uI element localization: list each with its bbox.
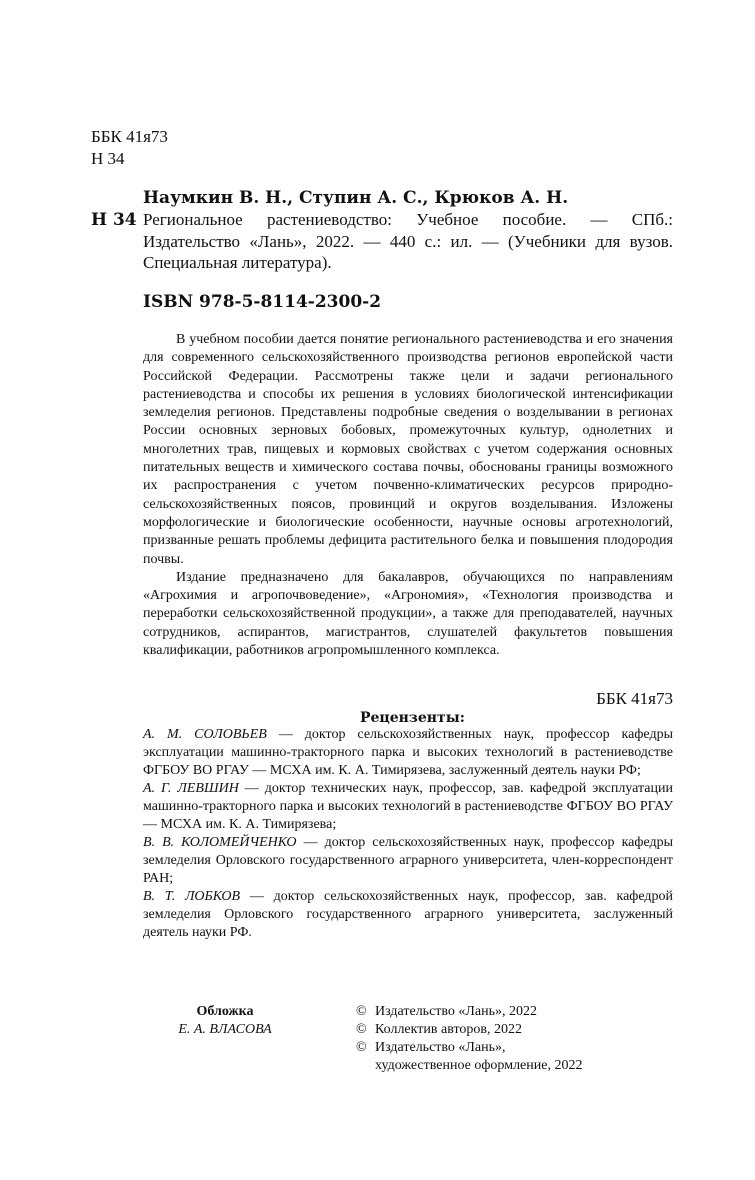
authors-line: Наумкин В. Н., Ступин А. С., Крюков А. Н. bbox=[143, 188, 569, 208]
isbn: ISBN 978-5-8114-2300-2 bbox=[143, 292, 382, 312]
copyright-symbol: © bbox=[356, 1040, 367, 1055]
abstract-paragraph: В учебном пособии дается понятие регионального растениеводства и его значения для современного сельскохозяйственного производства регионов европейской части Российской Федерации. Рассмотрены также цели и задачи регионального растениеводства и способы их решения в условиях биологической интенсификации земледелия регионов. Представлены подробные сведения о возделывании в регионах России основных зерновых бобовых, промежуточных культур, однолетних и многолетних трав, пищевых и кормовых свойствах с учетом содержания основных питательных веществ и химического состава почвы, обоснованы границы возможного их распространения с учетом почвенно-климатических ресурсов природно-сельскохозяйственных поясов, провинций и округов возделывания. Изложены морфологические и биологические особенности, научные основы агротехнологий, призванные решать проблемы дефицита растительного белка и повышения плодородия почвы. bbox=[143, 332, 673, 567]
bbk-code: ББК 41я73 bbox=[91, 127, 168, 146]
cover-designer: Е. А. ВЛАСОВА bbox=[178, 1022, 272, 1037]
author-mark-bold: Н 34 bbox=[91, 210, 137, 230]
reviewer-name: А. Г. ЛЕВШИН bbox=[143, 781, 239, 796]
cover-label: Обложка bbox=[196, 1004, 254, 1019]
bbk-header bbox=[91, 126, 168, 170]
citation-text: Региональное растениеводство: Учебное пособие. — СПб.: Издательство «Лань», 2022. — 440 с.: ил. — (Учебники для вузов. Специальная литература). bbox=[143, 210, 673, 272]
abstract bbox=[143, 331, 673, 660]
reviewer-name: В. Т. ЛОБКОВ bbox=[143, 889, 241, 904]
copyright-line bbox=[356, 1039, 582, 1057]
copyright-line bbox=[356, 1057, 582, 1075]
reviewer-name: А. М. СОЛОВЬЕВ bbox=[143, 727, 267, 742]
copyright-text: Издательство «Лань», bbox=[375, 1040, 506, 1055]
copyright-line bbox=[356, 1003, 582, 1021]
cover-credit bbox=[160, 1003, 290, 1039]
reviewer-entry bbox=[143, 780, 673, 834]
reviewers-list bbox=[143, 726, 673, 942]
copyright-line bbox=[356, 1021, 582, 1039]
reviewer-entry bbox=[143, 726, 673, 780]
bbk-code-bottom: ББК 41я73 bbox=[596, 689, 673, 708]
reviewers-title: Рецензенты: bbox=[360, 710, 465, 726]
reviewer-desc: — доктор сельскохозяйственных наук, профессор кафедры земледелия Орловского государственного аграрного университета, член-корреспондент РАН; bbox=[143, 835, 673, 886]
reviewer-desc: — доктор технических наук, профессор, зав. кафедрой эксплуатации машинно-тракторного парка и высоких технологий в растениеводстве ФГБОУ ВО РГАУ — МСХА им. К. А. Тимирязева; bbox=[143, 781, 673, 832]
copyright-text: Издательство «Лань», 2022 bbox=[375, 1004, 537, 1019]
copyright-symbol: © bbox=[356, 1004, 367, 1019]
reviewer-desc: — доктор сельскохозяйственных наук, профессор кафедры эксплуатации машинно-тракторного парка и высоких технологий в растениеводстве ФГБОУ ВО РГАУ — МСХА им. К. А. Тимирязева, заслуженный деятель науки РФ; bbox=[143, 727, 673, 778]
copyright-text: Коллектив авторов, 2022 bbox=[375, 1022, 522, 1037]
copyright-symbol: © bbox=[356, 1022, 367, 1037]
author-mark: Н 34 bbox=[91, 149, 125, 168]
copyright-continuation: художественное оформление, 2022 bbox=[375, 1058, 583, 1073]
reviewer-desc: — доктор сельскохозяйственных наук, профессор, зав. кафедрой земледелия Орловского государственного аграрного университета, заслуженный деятель науки РФ. bbox=[143, 889, 674, 940]
reviewer-name: В. В. КОЛОМЕЙЧЕНКО bbox=[143, 835, 297, 850]
reviewer-entry bbox=[143, 834, 673, 888]
abstract-paragraph: Издание предназначено для бакалавров, обучающихся по направлениям «Агрохимия и агропочвоведение», «Агрономия», «Технология производства и переработки сельскохозяйственной продукции», а также для преподавателей, научных сотрудников, аспирантов, магистрантов, слушателей факультетов повышения квалификации, работников агропромышленного комплекса. bbox=[143, 569, 673, 659]
copyright-block bbox=[356, 1003, 582, 1075]
reviewer-entry bbox=[143, 888, 673, 942]
